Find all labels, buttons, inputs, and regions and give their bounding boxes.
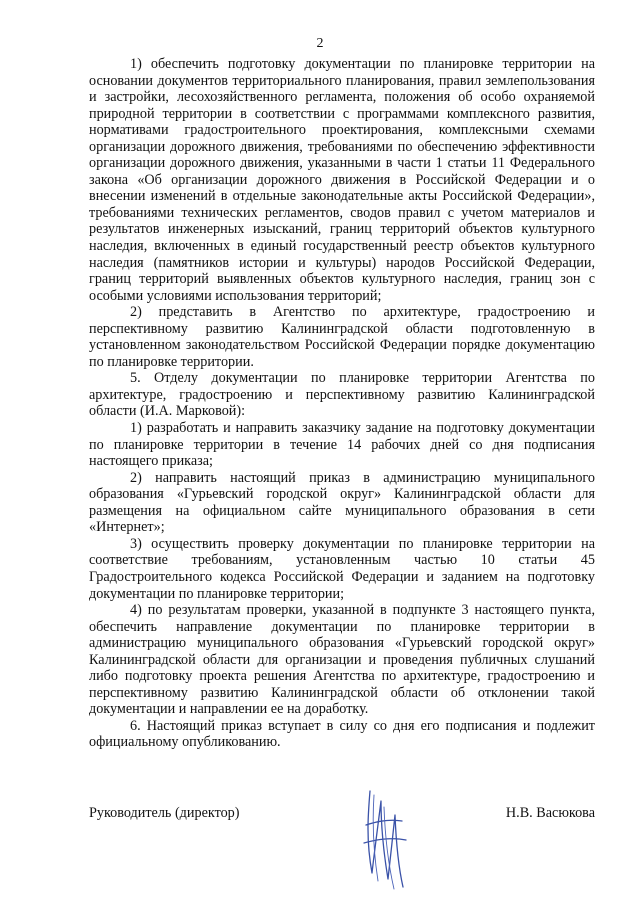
signatory-title: Руководитель (директор) bbox=[89, 805, 240, 821]
paragraph-5-2: 2) направить настоящий приказ в администрацию муниципального образования «Гурьевский городской округ» Калининградской области для размещения на официальном сайте муниципального образования в сети «Интернет»; bbox=[89, 469, 595, 536]
paragraph-5-4: 4) по результатам проверки, указанной в подпункте 3 настоящего пункта, обеспечить направление документации по планировке территории в администрацию муниципального образования «Гурьевский городской округ» Калининградской области для организации и проведения публичных слушаний либо подготовку проекта решения Агентства по архитектуре, градостроению и перспективному развитию Калининградской области об отклонении такой документации и направлении ее на доработку. bbox=[89, 602, 595, 718]
paragraph-6: 6. Настоящий приказ вступает в силу со дня его подписания и подлежит официальному опубликованию. bbox=[89, 717, 595, 751]
document-body bbox=[89, 56, 595, 751]
signatory-name: Н.В. Васюкова bbox=[505, 805, 595, 821]
handwritten-signature bbox=[348, 785, 418, 895]
paragraph-1-1: 1) обеспечить подготовку документации по планировке территории на основании документов территориального планирования, правил землепользования и застройки, лесохозяйственного регламента, положения об особо охраняемой природной территории в соответствии с программами комплексного развития, нормативами градостроительного проектирования, комплексными схемами организации дорожного движения, требованиями по обеспечению эффективности организации дорожного движения, указанными в части 1 статьи 11 Федерального закона «Об организации дорожного движения в Российской Федерации и о внесении изменений в отдельные законодательные акты Российской Федерации», требованиями технических регламентов, сводов правил с учетом материалов и результатов инженерных изысканий, границ территорий объектов культурного наследия, включенных в единый государственный реестр объектов культурного наследия (памятников истории и культуры) народов Российской Федерации, границ территорий выявленных объектов культурного наследия, границ зон с особыми условиями использования территорий; bbox=[89, 56, 595, 304]
paragraph-5-3: 3) осуществить проверку документации по планировке территории на соответствие требованиям, установленным частью 10 статьи 45 Градостроительного кодекса Российской Федерации и заданием на подготовку документации по планировке территории; bbox=[89, 535, 595, 602]
paragraph-5: 5. Отделу документации по планировке территории Агентства по архитектуре, градостроению и перспективному развитию Калининградской области (И.А. Марковой): bbox=[89, 370, 595, 420]
signature-block bbox=[89, 805, 595, 825]
paragraph-1-2: 2) представить в Агентство по архитектуре, градостроению и перспективному развитию Калининградской области подготовленную в установленном законодательством Российской Федерации порядке документацию по планировке территории. bbox=[89, 304, 595, 370]
page-number: 2 bbox=[316, 36, 324, 51]
paragraph-5-1: 1) разработать и направить заказчику задание на подготовку документации по планировке территории в течение 14 рабочих дней со дня подписания настоящего приказа; bbox=[89, 420, 595, 470]
